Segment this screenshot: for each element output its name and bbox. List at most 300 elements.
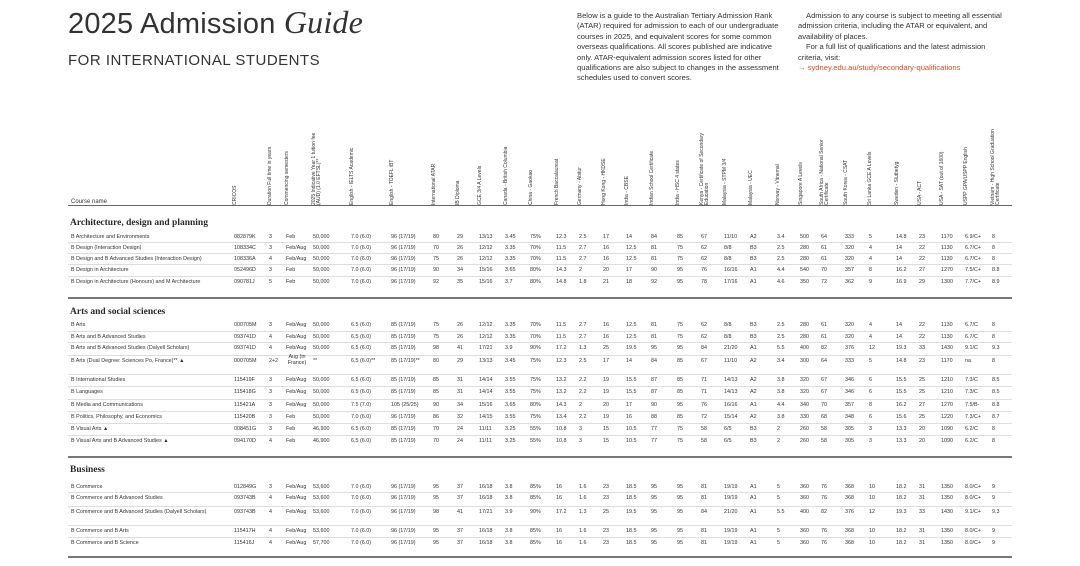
qualifications-link[interactable]: → sydney.edu.au/study/secondary-qualifications [798,63,961,73]
table-cell: 19.5 [626,509,637,515]
table-cell: 18.2 [896,540,907,546]
table-cell: 13/13 [479,234,493,240]
table-cell: 1210 [941,389,953,395]
section-title: Business [70,465,105,475]
table-cell: 85 (17/19) [391,322,416,328]
table-cell: 34 [457,402,463,408]
table-cell: 9 [992,495,995,501]
table-cell: 90 [651,267,657,273]
column-header: Sri Lanka GCE A Levels [867,151,873,205]
table-cell: 6 [869,414,872,420]
table-cell: A2 [750,414,757,420]
table-cell: 85 (17/19) [391,389,416,395]
table-cell: 2.2 [579,377,587,383]
section-divider [68,297,1012,299]
table-cell: 11.5 [556,245,567,251]
table-cell: 7.5/C+ [965,267,982,273]
table-cell: 22 [919,334,925,340]
table-cell: 16.2 [896,267,907,273]
table-cell: 17.2 [556,509,567,515]
table-cell: 1130 [941,256,953,262]
table-cell: 6.5 (6.0)** [351,358,376,364]
table-cell: 22 [919,322,925,328]
table-cell: 75 [677,256,683,262]
table-cell: 14/13 [724,389,738,395]
table-cell: 61 [821,334,827,340]
table-cell: 12.5 [626,322,637,328]
table-cell: 53,600 [313,495,330,501]
table-cell: 67 [701,234,707,240]
course-name: B Commerce and B Advanced Studies (Dalyell Scholars) [71,509,207,515]
table-cell: 25 [919,377,925,383]
table-cell: 8 [992,322,995,328]
table-cell: 80 [433,234,439,240]
table-cell: 19 [603,414,609,420]
table-cell: 19/19 [724,484,738,490]
table-cell: 115419F [234,377,255,383]
table-cell: 75 [677,438,683,444]
table-cell: 2.7 [579,245,587,251]
table-cell: 1350 [941,484,953,490]
column-header: India - HSC 4 states [675,160,681,205]
table-cell: 1350 [941,495,953,501]
table-cell: 10.8 [556,438,567,444]
table-cell: Feb/Aug [286,256,307,262]
table-cell: 8.0/C+ [965,495,982,501]
table-cell: 17 [603,234,609,240]
table-cell: 85 [677,414,683,420]
course-name: B Commerce and B Arts [71,528,129,534]
table-cell: 62 [701,334,707,340]
table-cell: 81 [651,334,657,340]
table-cell: 5.5 [777,509,785,515]
table-cell: 50,000 [313,389,330,395]
table-cell: 7.3/C [965,377,978,383]
table-cell: 9 [992,528,995,534]
table-cell: 8.0/C+ [965,528,982,534]
table-cell: 25 [919,414,925,420]
table-cell: 3 [579,426,582,432]
table-cell: 75 [433,322,439,328]
table-cell: 70 [433,438,439,444]
table-cell: 6.9/C+ [965,234,982,240]
table-cell: 95 [651,345,657,351]
table-cell: 8 [992,256,995,262]
table-cell: 000705M [234,358,257,364]
table-cell: 23 [603,528,609,534]
table-cell: 26 [457,256,463,262]
course-name: B Commerce and B Science [71,540,139,546]
table-cell: 62 [701,322,707,328]
table-cell: 67 [701,358,707,364]
table-cell: 76 [821,540,827,546]
table-cell: 012849G [234,484,257,490]
table-cell: 1.8 [579,279,587,285]
table-cell: 64 [821,234,827,240]
table-cell: 320 [800,389,809,395]
table-cell: 70 [821,402,827,408]
table-cell: 75% [530,389,541,395]
table-cell: 15.5 [626,377,637,383]
table-cell: 1130 [941,334,953,340]
table-cell: 5 [869,234,872,240]
table-cell: 96 (17/19) [391,528,416,534]
table-cell: Feb/Aug [286,345,307,351]
table-cell: 090781J [234,279,255,285]
row-divider [68,276,1012,277]
table-cell: 8 [992,234,995,240]
table-cell: 95 [651,540,657,546]
table-cell: 15/16 [479,402,493,408]
table-cell: 15/16 [479,267,493,273]
table-cell: 17 [626,267,632,273]
table-cell: 14 [896,245,902,251]
table-cell: 8 [992,438,995,444]
course-name: B Design in Architecture (Honours) and M Architecture [71,279,201,285]
table-cell: 96 (17/19) [391,267,416,273]
table-cell: 360 [800,495,809,501]
table-cell: 95 [433,495,439,501]
table-cell: 10 [869,484,875,490]
table-cell: 12.5 [626,256,637,262]
table-cell: 19/19 [724,495,738,501]
table-cell: 95 [433,540,439,546]
table-cell: 50,000 [313,267,330,273]
table-cell: 76 [701,267,707,273]
table-cell: 29 [457,234,463,240]
section-divider [68,456,1012,458]
table-cell: 80% [530,267,541,273]
table-cell: Feb/Aug [286,377,307,383]
column-header: India - CBSE [624,176,630,205]
table-cell: 2 [579,402,582,408]
table-cell: 85 (17/19) [391,377,416,383]
table-cell: 96 (17/19) [391,484,416,490]
table-cell: 87 [651,377,657,383]
table-cell: 11/10 [724,234,738,240]
table-cell: 6.5 (6.0) [351,322,372,328]
table-cell: 3 [269,377,272,383]
table-cell: 95 [433,528,439,534]
table-cell: 3.8 [505,540,513,546]
column-header: Germany - Abitur [577,167,583,205]
table-cell: 376 [845,345,854,351]
table-cell: 3 [579,438,582,444]
course-name: B Design and B Advanced Studies (Interaction Design) [71,256,202,262]
table-cell: 6.7/C+ [965,245,982,251]
table-cell: 15.5 [626,389,637,395]
table-cell: 4 [869,322,872,328]
table-cell: 53,600 [313,484,330,490]
table-cell: 7.0 (6.0) [351,540,372,546]
table-cell: 18.5 [626,484,637,490]
table-cell: 95 [677,540,683,546]
table-cell: 16 [603,245,609,251]
table-cell: 75% [530,234,541,240]
section-divider [68,556,1012,558]
table-cell: 76 [701,402,707,408]
table-cell: 4 [269,334,272,340]
table-cell: 8 [992,426,995,432]
table-cell: 13/13 [479,358,493,364]
table-cell: 3.25 [505,438,516,444]
table-cell: A1 [750,509,757,515]
table-cell: 8 [869,402,872,408]
table-cell: 46,900 [313,438,330,444]
table-cell: 88 [651,414,657,420]
table-cell: 71 [701,377,707,383]
table-cell: 376 [845,509,854,515]
table-cell: 16 [556,528,562,534]
table-cell: 95 [677,345,683,351]
table-cell: A2 [750,389,757,395]
table-cell: 75 [677,426,683,432]
table-cell: 84 [651,234,657,240]
row-divider [68,264,1012,265]
table-cell: 62 [701,245,707,251]
table-cell: 50,000 [313,234,330,240]
table-cell: 6.7/C [965,334,978,340]
table-cell: 70% [530,334,541,340]
table-cell: Feb/Aug [286,484,307,490]
table-cell: 34 [457,267,463,273]
table-cell: 368 [845,528,854,534]
column-header: South Korea - CSAT [843,159,849,205]
course-name: B Architecture and Environments [71,234,150,240]
table-cell: 95 [677,509,683,515]
table-cell: 80 [433,358,439,364]
table-cell: 105 (25/25) [391,402,419,408]
table-cell: 20 [919,438,925,444]
table-cell: B3 [750,245,757,251]
table-cell: A1 [750,495,757,501]
table-cell: B3 [750,322,757,328]
table-cell: 50,000 [313,334,330,340]
table-cell: 20 [603,402,609,408]
table-cell: 6.5 (6.0) [351,389,372,395]
table-cell: 81 [701,484,707,490]
table-cell: 81 [651,245,657,251]
table-cell: 260 [800,426,809,432]
table-cell: 3 [269,389,272,395]
table-cell: 400 [800,345,809,351]
table-cell: 6.2/C [965,426,978,432]
table-cell: 12/12 [479,322,493,328]
course-name-header: Course name [71,199,108,205]
table-cell: 6.5 (6.0) [351,377,372,383]
table-cell: 50,000 [313,245,330,251]
table-cell: 8.8 [992,267,1000,273]
table-cell: 108336A [234,256,256,262]
table-cell: 21 [603,279,609,285]
table-cell: 093741D [234,345,256,351]
table-cell: 81 [651,256,657,262]
table-cell: 53,600 [313,509,330,515]
table-cell: 1300 [941,279,953,285]
course-name: B International Studies [71,377,126,383]
table-cell: 12.3 [556,358,567,364]
table-cell: A1 [750,345,757,351]
column-header: Kenya - Certificate of Secondary Education [699,133,710,205]
table-cell: 1210 [941,377,953,383]
table-cell: 5 [777,495,780,501]
table-cell: Feb/Aug [286,389,307,395]
table-cell: 75 [677,322,683,328]
table-cell: 11.5 [556,322,567,328]
table-cell: 1170 [941,358,953,364]
table-cell: 71 [701,389,707,395]
row-divider [68,506,1012,507]
table-cell: 1090 [941,426,953,432]
table-cell: 23 [919,234,925,240]
table-cell: Feb/Aug [286,540,307,546]
table-cell: 75% [530,358,541,364]
table-cell: 17.2 [556,345,567,351]
column-header: GCE 3/4 A Levels [477,165,483,205]
table-cell: 12/12 [479,256,493,262]
table-cell: 14.3 [556,402,567,408]
table-cell: 4 [269,540,272,546]
row-divider [68,386,1012,387]
table-cell: 16 [626,414,632,420]
column-header: French Baccalaureat [554,158,560,205]
table-cell: 85 (17/19) [391,345,416,351]
table-cell: 9.1/C [965,345,978,351]
table-cell: 9 [992,540,995,546]
table-cell: 3.4 [777,358,785,364]
table-cell: 90 [433,402,439,408]
table-cell: 14/13 [724,377,738,383]
table-cell: 7.0 (6.0) [351,484,372,490]
table-cell: 85 (17/19)** [391,358,420,364]
table-cell: 8/8 [724,322,732,328]
table-cell: 7.0 (6.0) [351,279,372,285]
table-cell: 333 [845,234,854,240]
table-cell: 95 [651,495,657,501]
table-cell: 95 [677,402,683,408]
table-cell: 85 [433,377,439,383]
table-cell: 61 [821,256,827,262]
table-cell: 115421A [234,402,256,408]
column-header: Canada - British Columbia [503,146,509,205]
table-cell: 18.5 [626,540,637,546]
table-cell: 17/21 [479,345,493,351]
table-cell: 3 [869,438,872,444]
note-text-2: For a full list of qualifications and the latest admission criteria, visit: [798,42,986,62]
table-cell: 4 [869,245,872,251]
table-cell: 1430 [941,509,953,515]
table-cell: 16/18 [479,495,493,501]
table-cell: 3 [269,426,272,432]
table-cell: 320 [845,245,854,251]
table-cell: 346 [845,377,854,383]
table-cell: 35 [457,279,463,285]
table-cell: 9 [869,279,872,285]
table-cell: 4.4 [777,267,785,273]
course-name: B Arts and B Advanced Studies (Dalyell Scholars) [71,345,190,351]
table-cell: 67 [821,377,827,383]
table-cell: 3.9 [505,509,513,515]
table-cell: 19/19 [724,540,738,546]
table-cell: A2 [750,358,757,364]
table-cell: 5 [777,484,780,490]
row-divider [68,537,1012,538]
table-cell: 16 [603,256,609,262]
table-cell: B3 [750,334,757,340]
table-cell: 11.5 [556,256,567,262]
column-header: Malaysia - STPM 3/4 [722,158,728,205]
table-cell: 540 [800,267,809,273]
course-name: B Commerce [71,484,103,490]
table-cell: 14.8 [556,279,567,285]
table-cell: 16 [556,495,562,501]
table-cell: 7.0 (6.0) [351,495,372,501]
table-cell: 18.2 [896,528,907,534]
table-cell: B3 [750,438,757,444]
table-cell: 27 [919,267,925,273]
table-cell: 57,700 [313,540,330,546]
column-header: Sweden - Slutbetyg [894,161,900,205]
table-cell: 1350 [941,528,953,534]
table-cell: 90% [530,509,541,515]
table-cell: 15 [603,426,609,432]
table-cell: 18 [626,279,632,285]
table-cell: 2.5 [777,256,785,262]
row-divider [68,342,1012,343]
table-cell: 61 [821,322,827,328]
table-cell: 2.2 [579,389,587,395]
row-divider [68,253,1012,254]
table-cell: 95 [677,495,683,501]
table-cell: 96 (17/19) [391,414,416,420]
table-cell: 350 [800,279,809,285]
table-cell: 37 [457,528,463,534]
table-cell: 77 [651,438,657,444]
table-cell: 50,000 [313,279,330,285]
table-cell: A2 [750,234,757,240]
table-cell: 72 [701,414,707,420]
table-cell: 20 [603,267,609,273]
table-cell: 95 [651,528,657,534]
table-cell: 95 [651,509,657,515]
table-cell: 98 [433,509,439,515]
column-header: Commencing semesters [284,151,290,205]
table-cell: 14/15 [479,414,493,420]
table-cell: 3.8 [777,414,785,420]
table-cell: 25 [603,509,609,515]
column-header: Hong Kong - HKDSE [601,158,607,205]
table-cell: B3 [750,426,757,432]
column-header: USA - SAT (out of 1600) [939,151,945,205]
table-cell: 2.7 [579,334,587,340]
table-cell: 1130 [941,245,953,251]
table-cell: A1 [750,484,757,490]
table-cell: 4.4 [777,402,785,408]
table-cell: 13.3 [896,426,907,432]
table-cell: 81 [701,528,707,534]
table-cell: 19.3 [896,509,907,515]
table-cell: 3.8 [505,528,513,534]
table-cell: 12 [869,345,875,351]
table-cell: 17/21 [479,509,493,515]
table-cell: 27 [919,402,925,408]
table-cell: 12.3 [556,234,567,240]
table-cell: 1.6 [579,528,587,534]
table-cell: 7.0 (6.0) [351,414,372,420]
table-cell: 400 [800,509,809,515]
table-cell: 280 [800,322,809,328]
table-cell: 14 [896,256,902,262]
